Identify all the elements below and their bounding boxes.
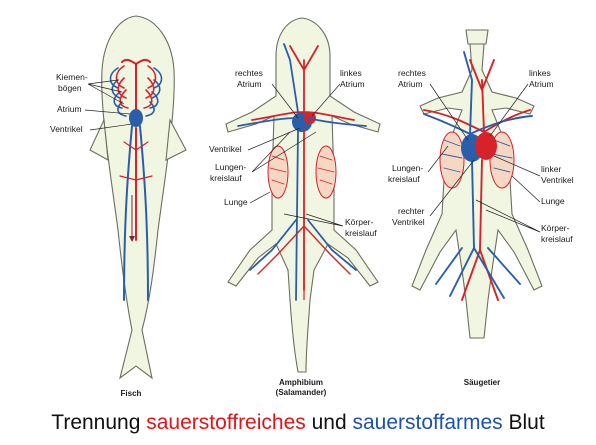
label-fish-atrium: Atrium <box>57 104 82 114</box>
label-mam-rechtes-atrium-2: Atrium <box>398 79 423 89</box>
title-oxygen-poor: sauerstoffarmes <box>352 411 503 434</box>
label-amph-linkes-atrium-2: Atrium <box>340 79 365 89</box>
title-part-1: Trennung <box>51 411 147 434</box>
label-mam-koerperkreislauf-2: kreislauf <box>541 234 573 244</box>
label-amph-koerperkreislauf-1: Körper- <box>345 217 374 227</box>
label-mam-linker-ventrikel-1: linker <box>541 164 562 174</box>
label-mam-lungenkreislauf-2: kreislauf <box>388 174 420 184</box>
label-mam-linkes-atrium-2: Atrium <box>529 79 554 89</box>
label-mam-lunge: Lunge <box>541 196 565 206</box>
label-mam-rechter-ventrikel-2: Ventrikel <box>392 217 425 227</box>
label-amph-lungenkreislauf-1: Lungen- <box>215 162 247 172</box>
label-kiemenboegen-2: bögen <box>58 83 82 93</box>
label-amph-linkes-atrium-1: linkes <box>340 68 362 78</box>
label-amph-lunge: Lunge <box>224 197 248 207</box>
caption-mammal: Säugetier <box>463 378 501 387</box>
title-oxygen-rich: sauerstoffreiches <box>146 411 306 434</box>
caption-amphibian-1: Amphibium <box>279 378 323 387</box>
label-amph-rechtes-atrium-1: rechtes <box>235 68 263 78</box>
label-kiemenboegen-1: Kiemen- <box>56 72 88 82</box>
label-amph-ventrikel: Ventrikel <box>209 144 242 154</box>
mammal-illustration <box>412 30 542 338</box>
fish-illustration <box>90 16 186 378</box>
title-part-2: und <box>305 411 353 434</box>
caption-amphibian-2: (Salamander) <box>275 388 327 397</box>
title-part-3: Blut <box>502 411 545 434</box>
diagram-title <box>0 411 596 435</box>
label-fish-ventrikel: Ventrikel <box>50 124 83 134</box>
label-mam-rechter-ventrikel-1: rechter <box>398 206 425 216</box>
caption-fish: Fisch <box>120 389 142 398</box>
label-mam-linker-ventrikel-2: Ventrikel <box>541 175 574 185</box>
label-amph-koerperkreislauf-2: kreislauf <box>345 228 377 238</box>
label-mam-linkes-atrium-1: linkes <box>529 68 551 78</box>
label-mam-lungenkreislauf-1: Lungen- <box>392 163 424 173</box>
label-amph-rechtes-atrium-2: Atrium <box>237 79 262 89</box>
label-mam-rechtes-atrium-1: rechtes <box>398 68 426 78</box>
label-mam-koerperkreislauf-1: Körper- <box>541 223 570 233</box>
label-amph-lungenkreislauf-2: kreislauf <box>210 173 242 183</box>
